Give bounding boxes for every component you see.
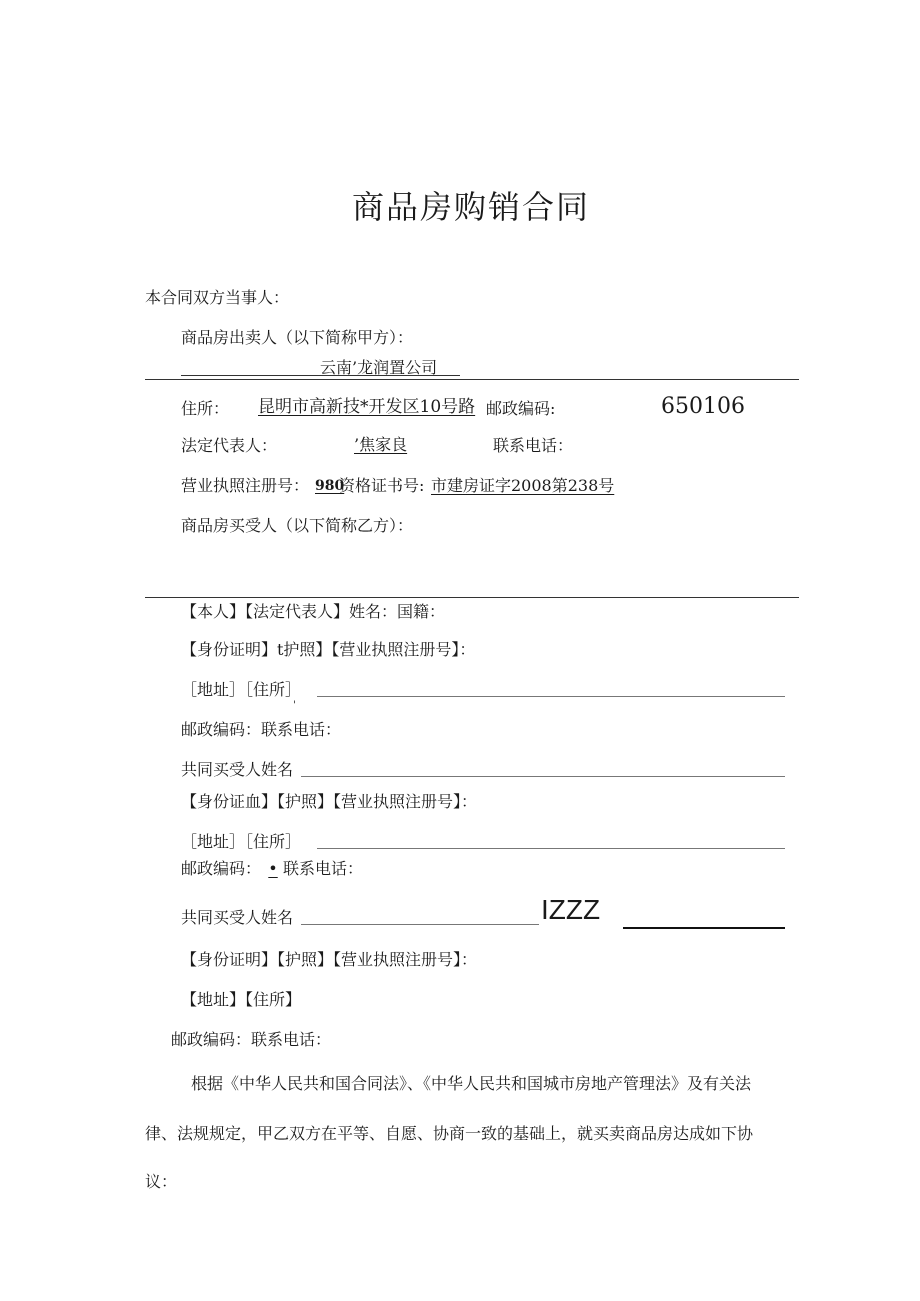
co-buyer-1-underline (301, 776, 785, 777)
preamble-line-2: 律、法规规定，甲乙双方在平等、自愿、协商一致的基础上，就买卖商品房达成如下协 (145, 1124, 754, 1143)
co-buyer-2-underline-right (623, 927, 785, 929)
seller-phone-label: 联系电话： (493, 436, 574, 455)
seller-postcode-value: 650106 (661, 394, 745, 419)
seller-rep-label: 法定代表人： (181, 436, 278, 455)
buyer-id-line-3: 【身份证明】【护照】【营业执照注册号】： (181, 950, 478, 969)
seller-rep-value: ’焦家良 (354, 435, 408, 454)
seller-name: 云南’龙润置公司 (320, 358, 438, 377)
buyer-post-line-2-phone: 联系电话： (283, 859, 364, 878)
buyer-post-line-1: 邮政编码：联系电话： (181, 720, 342, 739)
seller-cert-value: 市建房证字2008第238号 (431, 476, 615, 495)
buyer-id-line-2: 【身份证血】【护照】【营业执照注册号】： (181, 792, 478, 811)
page-title: 商品房购销合同 (352, 188, 591, 226)
buyer-addr-line-2: ［地址］［住所］ (181, 832, 302, 851)
co-buyer-2-label: 共同买受人姓名 (181, 908, 294, 927)
buyer-post-line-2-dot: • (268, 859, 278, 878)
buyer-id-line-1: 【身份证明】t护照】【营业执照注册号】： (181, 640, 476, 659)
buyer-addr-underline-2 (317, 848, 785, 849)
buyer-name-line: 【本人】【法定代表人】姓名：国籍： (181, 602, 446, 621)
buyer-addr-line-1: ［地址］［住所］ (181, 680, 302, 699)
buyer-post-line-2-label: 邮政编码： (181, 859, 262, 878)
seller-license-label: 营业执照注册号： (181, 476, 310, 495)
buyer-addr-line-3: 【地址】【住所】 (181, 990, 302, 1009)
seller-license-value: 980 (315, 478, 345, 494)
buyer-divider (145, 597, 799, 598)
parties-intro: 本合同双方当事人： (145, 288, 290, 307)
preamble-line-1: 根据《中华人民共和国合同法》、《中华人民共和国城市房地产管理法》及有关法 (191, 1074, 752, 1093)
preamble-line-3: 议： (145, 1172, 178, 1191)
seller-address-label: 住所： (181, 399, 230, 418)
seller-heading: 商品房出卖人（以下简称甲方）： (181, 328, 414, 347)
seller-address-value: 昆明市高新技*开发区10号路 (258, 397, 476, 417)
co-buyer-1-label: 共同买受人姓名 (181, 760, 294, 779)
seller-postcode-label: 邮政编码: (486, 399, 556, 418)
co-buyer-2-mark: IZZZ (541, 894, 601, 925)
buyer-addr-underline-1 (317, 696, 785, 697)
seller-divider (145, 379, 799, 380)
co-buyer-2-underline (301, 924, 539, 925)
buyer-heading: 商品房买受人（以下简称乙方）： (181, 516, 414, 535)
stray-mark: ' (293, 700, 296, 711)
seller-cert-label: 资格证书号: (339, 476, 425, 495)
buyer-post-line-3: 邮政编码：联系电话： (171, 1030, 332, 1049)
